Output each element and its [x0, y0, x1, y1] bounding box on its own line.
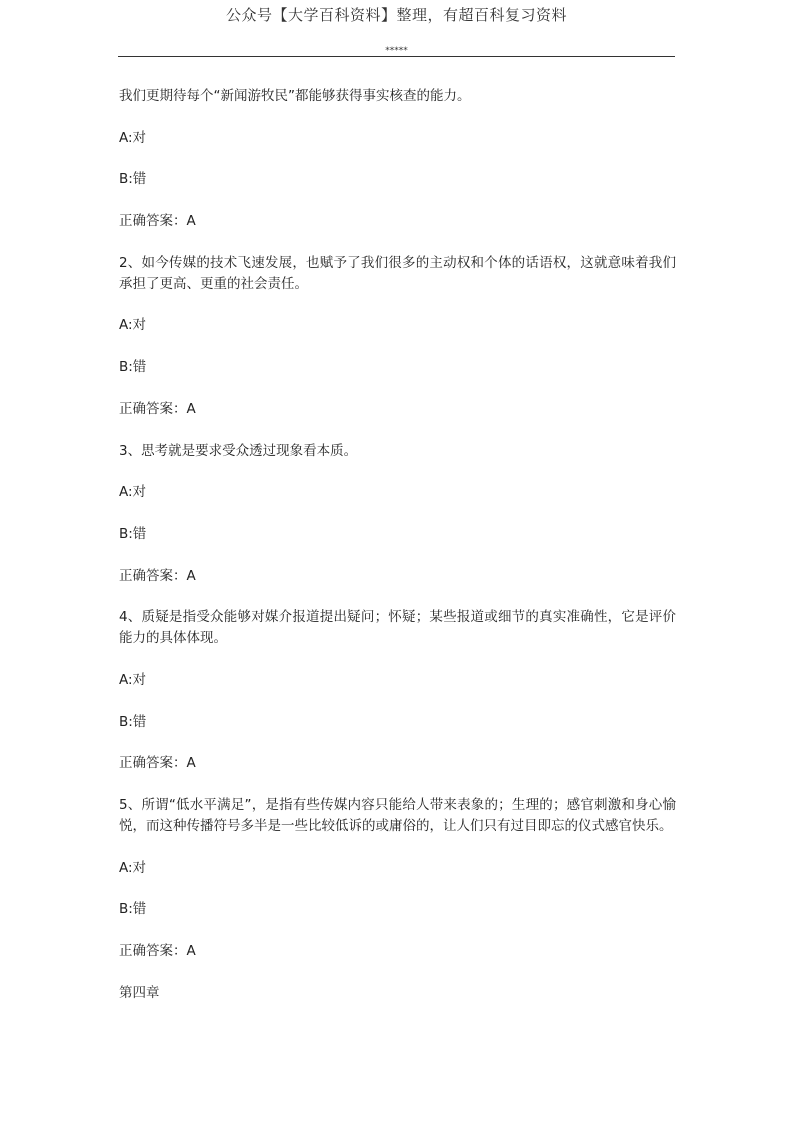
- question-text: 2、如今传媒的技术飞速发展，也赋予了我们很多的主动权和个体的话语权，这就意味着我们承担了更高、更重的社会责任。: [119, 254, 676, 292]
- option-a: A:对: [119, 671, 147, 688]
- header-divider: [118, 56, 675, 57]
- option-a: A:对: [119, 859, 147, 876]
- document-body: [119, 86, 676, 1024]
- option-b: B:错: [119, 171, 147, 188]
- correct-answer: 正确答案：A: [119, 567, 196, 584]
- page-header-title: 公众号【大学百科资料】整理，有超百科复习资料: [225, 6, 567, 24]
- header-stars: *****: [385, 46, 408, 56]
- question-text: 5、所谓“低水平满足”，是指有些传媒内容只能给人带来表象的；生理的；感官刺激和身心愉悦，而这种传播符号多半是一些比较低诉的或庸俗的，让人们只有过目即忘的仪式感官快乐。: [119, 797, 676, 834]
- question-text: 3、思考就是要求受众透过现象看本质。: [119, 442, 358, 459]
- option-a: A:对: [119, 484, 147, 501]
- correct-answer: 正确答案：A: [119, 400, 196, 417]
- correct-answer: 正确答案：A: [119, 943, 196, 960]
- option-b: B:错: [119, 525, 147, 542]
- option-a: A:对: [119, 317, 147, 334]
- option-b: B:错: [119, 359, 147, 376]
- chapter-heading: 第四章: [119, 984, 160, 1001]
- option-b: B:错: [119, 713, 147, 730]
- option-b: B:错: [119, 901, 147, 918]
- question-text: 4、质疑是指受众能够对媒介报道提出疑问；怀疑；某些报道或细节的真实准确性，它是评价能力的具体体现。: [119, 609, 676, 647]
- correct-answer: 正确答案：A: [119, 755, 196, 772]
- correct-answer: 正确答案：A: [119, 213, 196, 230]
- question-text: 我们更期待每个“新闻游牧民”都能够获得事实核查的能力。: [119, 88, 471, 104]
- option-a: A:对: [119, 129, 147, 146]
